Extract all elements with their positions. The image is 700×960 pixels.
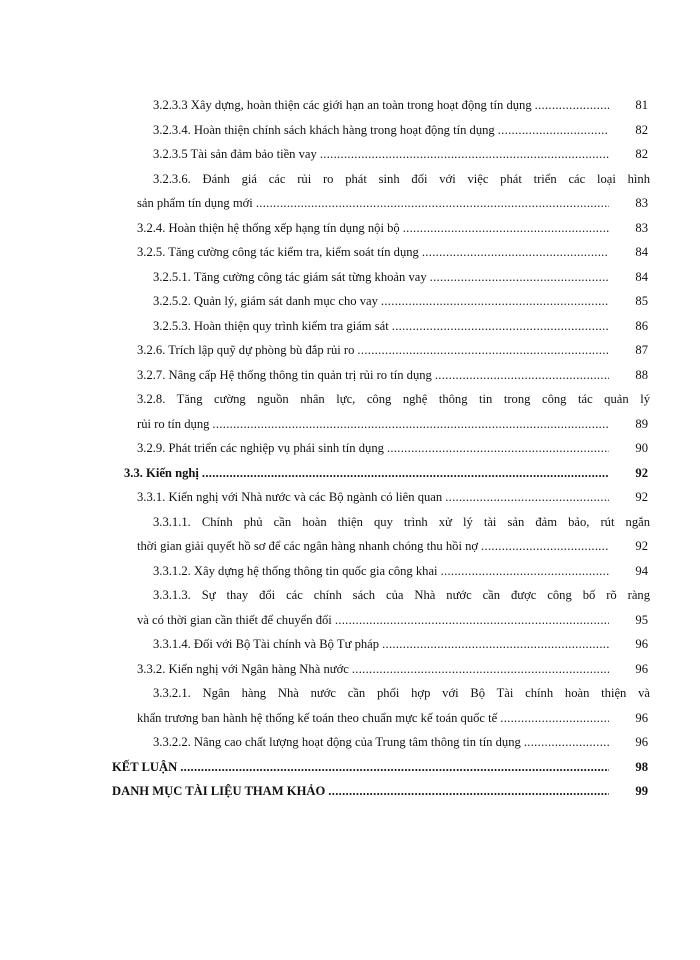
- toc-page-number: 83: [635, 196, 648, 210]
- toc-page-number: 83: [635, 220, 648, 235]
- toc-entry-title: 3.2.3.4. Hoàn thiện chính sách khách hàng trong hoạt động tín dụng: [153, 122, 495, 137]
- dot-leader: [498, 118, 609, 143]
- toc-entry[interactable]: [0, 289, 700, 314]
- toc-entry-title: 3.2.5.3. Hoàn thiện quy trình kiểm tra giám sát: [153, 318, 389, 333]
- toc-page-number: 96: [635, 661, 648, 676]
- toc-entry-title: DANH MỤC TÀI LIỆU THAM KHẢO: [112, 784, 326, 798]
- toc-entry[interactable]: [0, 559, 700, 584]
- toc-page-number: 98: [635, 759, 648, 774]
- toc-entry-title: 3.2.3.5 Tài sản đảm bảo tiền vay: [153, 147, 317, 161]
- toc-entry[interactable]: [0, 314, 700, 339]
- toc-entry-title: 3.2.4. Hoàn thiện hệ thống xếp hạng tín dụng nội bộ: [137, 220, 400, 235]
- toc-entry[interactable]: [0, 363, 700, 388]
- toc-entry-title: 3.3.2. Kiến nghị với Ngân hàng Nhà nước: [137, 661, 349, 676]
- toc-entry[interactable]: [0, 216, 700, 241]
- toc-page-number: 90: [635, 441, 648, 455]
- toc-page-number: 96: [635, 735, 648, 749]
- toc-entry-title: khẩn trương ban hành hệ thống kế toán theo chuẩn mực kế toán quốc tế: [137, 710, 498, 725]
- toc-entry-line: [0, 681, 700, 706]
- dot-leader: [202, 461, 609, 486]
- dot-leader: [435, 363, 609, 388]
- toc-entry[interactable]: [0, 118, 700, 143]
- toc-page-number: 99: [635, 784, 648, 798]
- toc-entry[interactable]: [0, 779, 700, 804]
- dot-leader: [357, 338, 609, 363]
- dot-leader: [392, 314, 609, 339]
- toc-entry-title-first-line: 3.3.1.3. Sự thay đổi các chính sách của Nhà nước cần được công bố rõ ràng: [153, 588, 650, 602]
- toc-entry-title-first-line: 3.2.8. Tăng cường nguồn nhân lực, công nghệ thông tin trong công tác quản lý: [137, 392, 650, 406]
- dot-leader: [524, 730, 609, 755]
- toc-entry-title: 3.3.2.2. Nâng cao chất lượng hoạt động của Trung tâm thông tin tín dụng: [153, 735, 521, 749]
- toc-entry-title: thời gian giải quyết hồ sơ để các ngân hàng nhanh chóng thu hồi nợ: [137, 539, 479, 553]
- toc-entry[interactable]: [0, 240, 700, 265]
- dot-leader: [430, 265, 609, 290]
- dot-leader: [441, 559, 609, 584]
- toc-entry[interactable]: [0, 191, 700, 216]
- toc-page-number: 92: [635, 539, 648, 553]
- toc-entry-line: [0, 167, 700, 192]
- dot-leader: [535, 93, 609, 118]
- dot-leader: [256, 191, 609, 216]
- toc-entry[interactable]: [0, 706, 700, 731]
- dot-leader: [335, 608, 609, 633]
- dot-leader: [500, 706, 609, 731]
- toc-entry[interactable]: [0, 93, 700, 118]
- toc-entry-title: và có thời gian cần thiết để chuyển đổi: [137, 612, 332, 627]
- toc-page-number: 82: [635, 122, 648, 137]
- toc-entry[interactable]: [0, 534, 700, 559]
- toc-entry[interactable]: [0, 755, 700, 780]
- toc-entry-line: [0, 510, 700, 535]
- toc-page-number: 81: [635, 98, 648, 112]
- toc-entry[interactable]: [0, 338, 700, 363]
- dot-leader: [352, 657, 609, 682]
- toc-entry[interactable]: [0, 632, 700, 657]
- dot-leader: [381, 289, 609, 314]
- toc-entry-line: [0, 387, 700, 412]
- dot-leader: [403, 216, 609, 241]
- toc-entry-title: 3.2.3.3 Xây dựng, hoàn thiện các giới hạn an toàn trong hoạt động tín dụng: [153, 98, 532, 112]
- toc-page-number: 85: [635, 294, 648, 308]
- toc-entry[interactable]: [0, 608, 700, 633]
- toc-entry-title: 3.2.5. Tăng cường công tác kiểm tra, kiểm soát tín dụng: [137, 245, 419, 259]
- toc-entry[interactable]: [0, 657, 700, 682]
- toc-page-number: 94: [635, 563, 648, 578]
- toc-entry-title: 3.3.1. Kiến nghị với Nhà nước và các Bộ ngành có liên quan: [137, 490, 443, 504]
- table-of-contents: [0, 93, 700, 804]
- toc-entry-title: KẾT LUẬN: [112, 759, 178, 774]
- toc-page-number: 89: [635, 416, 648, 431]
- toc-page-number: 96: [635, 637, 648, 651]
- toc-entry-title-first-line: 3.2.3.6. Đánh giá các rủi ro phát sinh đối với việc phát triển các loại hình: [153, 171, 650, 186]
- toc-entry-title: rủi ro tín dụng: [137, 416, 210, 431]
- toc-entry-title: 3.3.1.4. Đối với Bộ Tài chính và Bộ Tư pháp: [153, 637, 380, 651]
- toc-page-number: 84: [635, 245, 648, 259]
- toc-page-number: 88: [635, 367, 648, 382]
- toc-entry[interactable]: [0, 142, 700, 167]
- toc-page-number: 84: [635, 269, 648, 284]
- dot-leader: [382, 632, 609, 657]
- toc-page-number: 95: [635, 612, 648, 627]
- toc-entry-title: sản phẩm tín dụng mới: [137, 196, 253, 210]
- toc-page-number: 92: [635, 465, 648, 480]
- toc-entry-title: 3.2.5.2. Quản lý, giám sát danh mục cho vay: [153, 294, 378, 308]
- toc-entry[interactable]: [0, 436, 700, 461]
- toc-page-number: 96: [635, 710, 648, 725]
- dot-leader: [445, 485, 609, 510]
- dot-leader: [212, 412, 609, 437]
- toc-entry-title-first-line: 3.3.2.1. Ngân hàng Nhà nước cần phối hợp với Bộ Tài chính hoàn thiện và: [153, 686, 650, 700]
- dot-leader: [320, 142, 609, 167]
- toc-entry-title: 3.3. Kiến nghị: [124, 465, 199, 480]
- dot-leader: [481, 534, 609, 559]
- toc-entry-title: 3.2.6. Trích lập quỹ dự phòng bù đắp rủi ro: [137, 343, 355, 357]
- toc-entry[interactable]: [0, 485, 700, 510]
- toc-page-number: 92: [635, 490, 648, 504]
- toc-entry-line: [0, 583, 700, 608]
- toc-entry-title: 3.2.7. Nâng cấp Hệ thống thông tin quản trị rủi ro tín dụng: [137, 367, 432, 382]
- toc-entry[interactable]: [0, 265, 700, 290]
- toc-entry-title: 3.2.5.1. Tăng cường công tác giám sát từng khoản vay: [153, 269, 427, 284]
- toc-entry[interactable]: [0, 412, 700, 437]
- toc-entry-title: 3.3.1.2. Xây dựng hệ thống thông tin quốc gia công khai: [153, 563, 438, 578]
- toc-page-number: 87: [635, 343, 648, 357]
- toc-entry-title-first-line: 3.3.1.1. Chính phủ cần hoàn thiện quy trình xử lý tài sản đảm bảo, rút ngắn: [153, 514, 650, 529]
- toc-page-number: 82: [635, 147, 648, 161]
- toc-entry-title: 3.2.9. Phát triển các nghiệp vụ phái sinh tín dụng: [137, 441, 384, 455]
- dot-leader: [180, 755, 609, 780]
- toc-entry[interactable]: [0, 461, 700, 486]
- toc-entry[interactable]: [0, 730, 700, 755]
- toc-page-number: 86: [635, 318, 648, 333]
- dot-leader: [328, 779, 609, 804]
- dot-leader: [422, 240, 609, 265]
- dot-leader: [387, 436, 609, 461]
